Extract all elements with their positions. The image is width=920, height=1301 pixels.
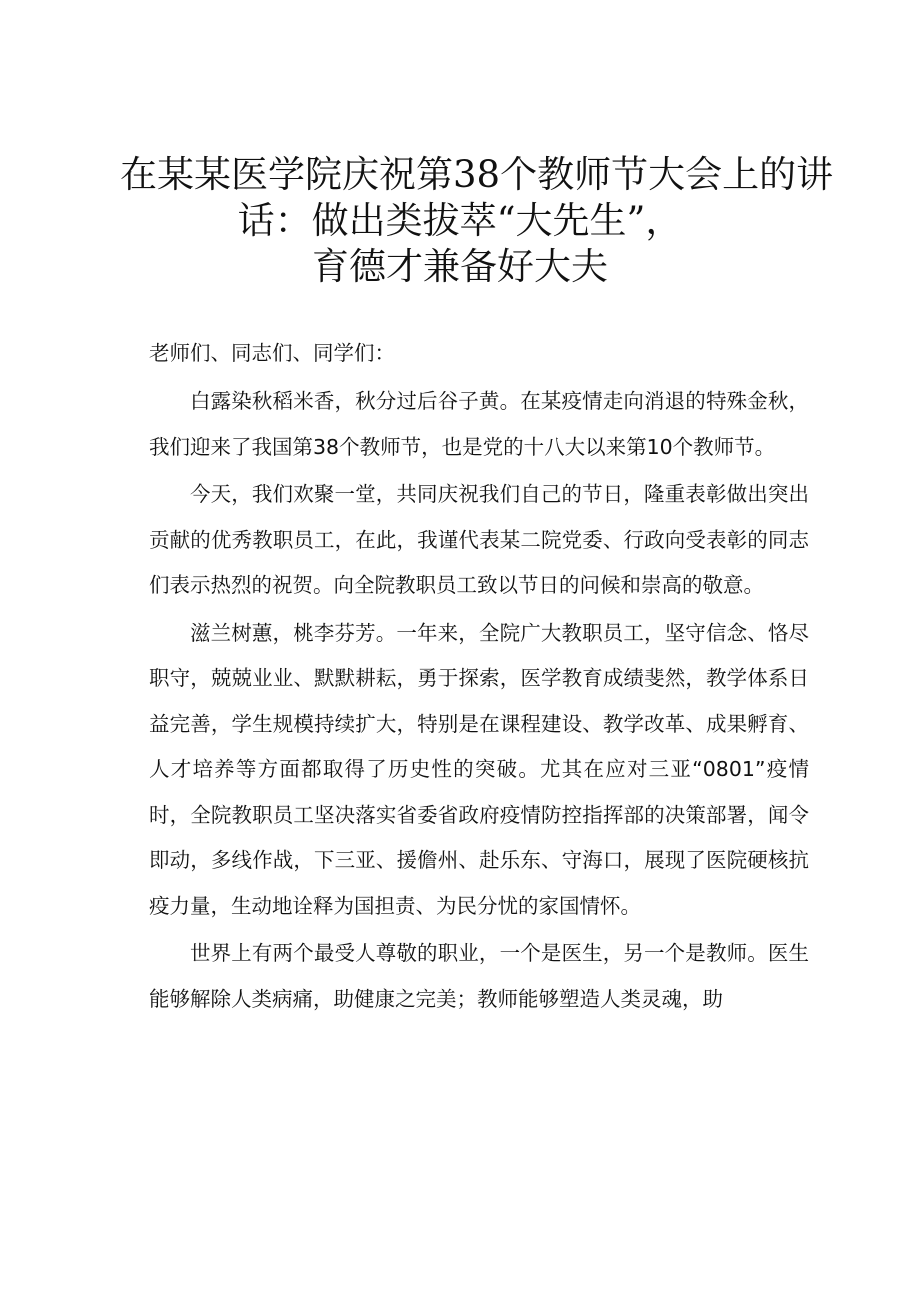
salutation: 老师们、同志们、同学们： [149, 341, 395, 365]
title-line-2: 话：做出类拔萃“大先生”， [237, 199, 683, 242]
document-title [120, 152, 834, 290]
paragraph-2: 今天，我们欢聚一堂，共同庆祝我们自己的节日，隆重表彰做出突出贡献的优秀教职员工，在此，我谨代表某二院党委、行政向受表彰的同志们表示热烈的祝贺。向全院教职员工致以节日的问候和崇高的敬意。 [149, 482, 809, 597]
title-line-1: 在某某医学院庆祝第38个教师节大会上的讲 [120, 153, 834, 196]
title-line-3: 育德才兼备好大夫 [312, 245, 608, 288]
paragraph-4: 世界上有两个最受人尊敬的职业，一个是医生，另一个是教师。医生能够解除人类病痛，助健康之完美；教师能够塑造人类灵魂，助 [149, 941, 809, 1011]
document-body [149, 330, 809, 1022]
paragraph-1: 白露染秋稻米香，秋分过后谷子黄。在某疫情走向消退的特殊金秋，我们迎来了我国第38个教师节，也是党的十八大以来第10个教师节。 [149, 389, 809, 459]
paragraph-3: 滋兰树蕙，桃李芬芳。一年来，全院广大教职员工，坚守信念、恪尽职守，兢兢业业、默默耕耘，勇于探索，医学教育成绩斐然，教学体系日益完善，学生规模持续扩大，特别是在课程建设、教学改革、成果孵育、人才培养等方面都取得了历史性的突破。尤其在应对三亚“0801”疫情时，全院教职员工坚决落实省委省政府疫情防控指挥部的决策部署，闻令即动，多线作战，下三亚、援儋州、赴乐东、守海口，展现了医院硬核抗疫力量，生动地诠释为国担责、为民分忧的家国情怀。 [149, 620, 809, 918]
